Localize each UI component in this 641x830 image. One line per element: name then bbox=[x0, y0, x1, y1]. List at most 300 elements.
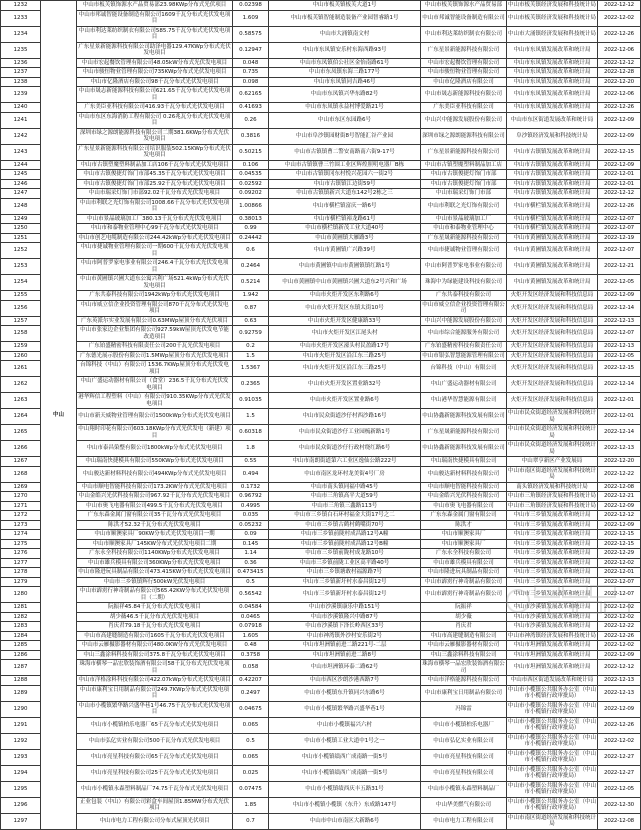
capacity-cell: 0.035 bbox=[233, 511, 269, 521]
project-name-cell: 陈洪才52.32千瓦分布式光伏发电项目 bbox=[77, 520, 233, 530]
project-address-cell: 中山市小榄镇工业大道中1号之一 bbox=[269, 733, 421, 749]
row-number-cell: 1247 bbox=[1, 189, 41, 199]
project-name-cell: 中山市利达莱纺织制衣有限公司585.75千瓦分布式光伏发电项目 bbox=[77, 26, 233, 42]
filing-date-cell: 2022-12-06 bbox=[598, 87, 641, 103]
project-name-cell: 中山市亮星科技有限公司65千瓦分布式光伏发电项目 bbox=[77, 749, 233, 765]
row-number-cell: 1237 bbox=[1, 68, 41, 78]
project-address-cell: 中山市板芙镇板芙大道1号 bbox=[269, 1, 421, 11]
project-address-cell: 中山市小榄镇绩西庆丰五路31号 bbox=[269, 781, 421, 797]
table-row bbox=[1, 58, 641, 68]
project-name-cell: 中山市古镇塑魔塑料制品加工店106千瓦分布式光伏发电项目 bbox=[77, 160, 233, 170]
table-row bbox=[1, 243, 641, 259]
project-name-cell: 中山市阿普罗家电事业有限公司246.4千瓦分布式光伏发电项目 bbox=[77, 259, 233, 275]
table-row bbox=[1, 501, 641, 511]
filing-authority-cell: 中山市横栏镇发展改革和统计局 bbox=[507, 198, 598, 214]
capacity-cell: 0.42207 bbox=[233, 676, 269, 686]
project-name-cell: 中山市威立信企业投资管理有限公司870千瓦分布式光伏发电项目 bbox=[77, 300, 233, 316]
row-number-cell: 1282 bbox=[1, 612, 41, 622]
row-number-cell: 1291 bbox=[1, 717, 41, 733]
filing-date-cell: 2022-12-15 bbox=[598, 361, 641, 377]
project-address-cell: 中山市坦洲镇前进二路221号-二层 bbox=[269, 641, 421, 651]
filing-authority-cell: 中山市坦洲镇发展改革和统计局 bbox=[507, 650, 598, 660]
project-address-cell: 中山市古镇镇新兴大道东142号2栋之三 bbox=[269, 189, 421, 199]
filing-date-cell: 2022-12-05 bbox=[598, 351, 641, 361]
capacity-cell: 0.3816 bbox=[233, 128, 269, 144]
filing-date-cell: 2022-12-12 bbox=[598, 511, 641, 521]
project-address-cell: 中山市古镇镇曹三竹围工业区辉煌照明电器厂B栋 bbox=[269, 160, 421, 170]
filing-date-cell: 2022-12-02 bbox=[598, 10, 641, 26]
table-row bbox=[1, 409, 641, 425]
row-number-cell: 1279 bbox=[1, 577, 41, 587]
project-address-cell: 中山市火炬开发区沿江东三路25号 bbox=[269, 361, 421, 377]
project-address-cell: 中山市坦洲镇前进二路8号 bbox=[269, 650, 421, 660]
row-number-cell: 1292 bbox=[1, 733, 41, 749]
filing-authority-cell: 中山市东凤镇发展改革和统计局 bbox=[507, 87, 598, 103]
row-number-cell: 1267 bbox=[1, 457, 41, 467]
project-address-cell: 中山市板芙镇智能制造装备产业园智睿路1号 bbox=[269, 10, 421, 26]
company-name-cell: 中山市亮星科技有限公司 bbox=[421, 765, 507, 781]
capacity-cell: 0.12947 bbox=[233, 42, 269, 58]
row-number-cell: 1232 bbox=[1, 1, 41, 11]
capacity-cell: 0.92759 bbox=[233, 326, 269, 342]
project-name-cell: 广东美臣亚科技有限公司416.93千瓦分布式光伏发电项目 bbox=[77, 103, 233, 113]
capacity-cell: 0.04675 bbox=[233, 701, 269, 717]
project-address-cell: 中山市南区龙环村龙美街4号厂房 bbox=[269, 466, 421, 482]
filing-date-cell: 2022-12-02 bbox=[598, 558, 641, 568]
project-address-cell: 中山市横栏镇富庆一路6号 bbox=[269, 198, 421, 214]
project-name-cell: 中山市瑞采灯饰门市部92.02千瓦分布式光伏发电项目 bbox=[77, 189, 233, 199]
capacity-cell: 0.473415 bbox=[233, 568, 269, 578]
project-name-cell: 中山市高建缝制造有限公司1605千瓦分布式光伏发电项目 bbox=[77, 631, 233, 641]
capacity-cell: 0.91035 bbox=[233, 393, 269, 409]
project-address-cell: 中山市古镇镇冈东村悦兴花园六一街2号 bbox=[269, 170, 421, 180]
table-row bbox=[1, 425, 641, 441]
row-number-cell: 1244 bbox=[1, 160, 41, 170]
table-row bbox=[1, 128, 641, 144]
project-address-cell: 中山市沙溪镇隆兴中路87号 bbox=[269, 612, 421, 622]
filing-authority-cell: 中山市民众街道经济发展和科技统计局 bbox=[508, 426, 597, 439]
table-row bbox=[1, 351, 641, 361]
project-address-cell: 中山市小榄镇绩西广成南路一街5号 bbox=[269, 765, 421, 781]
project-name-cell: 中山市板芙镇饰源水产品贸易部23.98KWp分布式光伏项目 bbox=[77, 1, 233, 11]
table-row bbox=[1, 603, 641, 613]
company-name-cell: 中山市隆进玩具制品有限公司 bbox=[421, 568, 507, 578]
filing-authority-cell: 中山市古镇镇发展改革和统计局 bbox=[507, 160, 598, 170]
project-address-cell: 中山市中山市南区大新路6号 bbox=[269, 813, 421, 829]
row-number-cell: 1275 bbox=[1, 539, 41, 549]
filing-authority-cell: 中山翠亨新区产业发展局 bbox=[507, 457, 598, 467]
filing-date-cell: 2022-12-09 bbox=[598, 520, 641, 530]
project-address-cell: 中山市三角镇高平大道59号 bbox=[269, 492, 421, 502]
filing-authority-cell: 中山市东凤镇发展改革和统计局 bbox=[507, 68, 598, 78]
capacity-cell: 0.7 bbox=[233, 813, 269, 829]
capacity-cell: 0.2464 bbox=[233, 259, 269, 275]
row-number-cell: 1246 bbox=[1, 179, 41, 189]
project-name-cell: 港华辉信工程塑料（中山）有限公司910.35KWp分布式光伏发电项目 bbox=[78, 394, 231, 407]
table-row bbox=[1, 377, 641, 393]
project-name-cell: 广东东森金属门窗有限公司35千瓦分布式光伏发电项目 bbox=[77, 511, 233, 521]
project-address-cell: 中山市南头镇同福中路45号 bbox=[269, 482, 421, 492]
capacity-cell: 0.048 bbox=[233, 58, 269, 68]
filing-date-cell: 2022-12-20 bbox=[598, 77, 641, 87]
project-address-cell: 中山市横栏镇裕龙路61号 bbox=[269, 214, 421, 224]
filing-date-cell: 2022-12-22 bbox=[598, 466, 641, 482]
capacity-cell: 0.36 bbox=[233, 558, 269, 568]
project-name-cell: 中山翔时印花有限公司603.18KWp分布式光伏发电（新建）项目 bbox=[78, 426, 231, 439]
city-cell: 中山 bbox=[41, 1, 77, 830]
filing-date-cell: 2022-12-09 bbox=[598, 291, 641, 301]
project-address-cell: 中山市小榄镇福兴六村 bbox=[269, 717, 421, 733]
filing-date-cell: 2022-12-12 bbox=[598, 1, 641, 11]
table-row bbox=[1, 457, 641, 467]
row-number-cell: 1296 bbox=[1, 797, 41, 813]
company-name-cell: 中山市古镇俊捷灯饰门市部 bbox=[421, 179, 507, 189]
company-name-cell: 陈洪才 bbox=[421, 520, 507, 530]
project-address-cell: 中山市东凤镇东海三路177号 bbox=[269, 68, 421, 78]
filing-authority-cell: 火炬开发区经济发展和科技信息局 bbox=[507, 377, 598, 393]
table-row bbox=[1, 214, 641, 224]
table-row bbox=[1, 622, 641, 632]
company-name-cell: 中山广盛运动器材有限公司 bbox=[421, 377, 507, 393]
project-name-cell: 中山市捷诚物业管理有限公司一期600千瓦分布式光伏发电项目 bbox=[77, 243, 233, 259]
row-number-cell: 1277 bbox=[1, 558, 41, 568]
table-row bbox=[1, 42, 641, 58]
filing-date-cell: 2022-12-19 bbox=[598, 233, 641, 243]
project-name-cell: 中山金皓兴光伏科技有限公司967.92千瓦分布式光伏发电项目 bbox=[77, 492, 233, 502]
row-number-cell: 1239 bbox=[1, 87, 41, 103]
row-number-cell: 1258 bbox=[1, 326, 41, 342]
capacity-cell: 0.04584 bbox=[233, 603, 269, 613]
project-address-cell: 中山市大涌镇南文村 bbox=[269, 26, 421, 42]
row-number-cell: 1242 bbox=[1, 128, 41, 144]
company-name-cell: 中山兴中能源发展股份有限公司 bbox=[421, 316, 507, 326]
filing-date-cell: 2022-12-26 bbox=[598, 198, 641, 214]
row-number-cell: 1241 bbox=[1, 112, 41, 128]
capacity-cell: 0.87 bbox=[233, 300, 269, 316]
company-name-cell: 台锦科技（中山）有限公司 bbox=[421, 361, 507, 377]
project-address-cell: 中山市古镇镇曹二警安南路南六街9-17号 bbox=[269, 144, 421, 160]
filing-authority-cell: 中山市横栏镇发展改革和统计局 bbox=[507, 214, 598, 224]
capacity-cell: 0.41693 bbox=[233, 103, 269, 113]
company-name-cell: 中山市综合能源服务有限公司 bbox=[421, 326, 507, 342]
project-address-cell: 中山市沙溪镇下泽长岭西区33号 bbox=[269, 622, 421, 632]
capacity-cell: 0.2 bbox=[233, 342, 269, 352]
table-row bbox=[1, 393, 641, 409]
table-row bbox=[1, 520, 641, 530]
capacity-cell: 0.106 bbox=[233, 160, 269, 170]
project-address-cell: 中山市三乡镇古鹤村鹤嘴街70号 bbox=[269, 520, 421, 530]
project-name-cell: 中山市雄兵模具有限公司360KWp分布式光伏发电项目 bbox=[77, 558, 233, 568]
filing-authority-cell: 中山市小榄镇公共服务办公室（中山市小榄镇行政审批局） bbox=[508, 798, 597, 811]
filing-authority-cell: 中山市横栏镇发展改革和统计局 bbox=[507, 224, 598, 234]
filing-date-cell: 2022-12-02 bbox=[598, 641, 641, 651]
filing-authority-cell: 中山市小榄镇公共服务办公室（中山市小榄镇行政审批局） bbox=[508, 686, 597, 699]
project-address-cell: 中山市三乡镇前陇工业区高平路40号 bbox=[269, 558, 421, 568]
records-table-body bbox=[1, 1, 641, 830]
company-name-cell: 中山市霹雳行神奇制品有限公司 bbox=[421, 577, 507, 587]
table-row bbox=[1, 482, 641, 492]
table-row bbox=[1, 441, 641, 457]
project-address-cell: 中山市火炬开发区东利路6号 bbox=[269, 291, 421, 301]
project-address-cell: 中山市民众街道沙仔村西沙路16号 bbox=[269, 409, 421, 425]
capacity-cell: 0.02592 bbox=[233, 179, 269, 189]
filing-date-cell: 2022-12-15 bbox=[598, 539, 641, 549]
filing-authority-cell: 南头镇经济发展和科技统计局 bbox=[507, 482, 598, 492]
row-number-cell: 1274 bbox=[1, 530, 41, 540]
project-address-cell: 中山市火炬开发区置业路32号 bbox=[269, 377, 421, 393]
filing-authority-cell: 中山市民众街道经济发展和科技统计局 bbox=[508, 442, 597, 455]
filing-authority-cell: 中山市东凤镇发展改革和统计局 bbox=[507, 103, 598, 113]
row-number-cell: 1238 bbox=[1, 77, 41, 87]
company-name-cell: 中山市景晶玻璃加工厂 bbox=[421, 214, 507, 224]
table-row bbox=[1, 170, 641, 180]
filing-authority-cell: 中山市三乡镇发展改革和统计局 bbox=[507, 520, 598, 530]
filing-date-cell: 2022-12-26 bbox=[598, 26, 641, 42]
filing-authority-cell: 中山市民众街道经济发展和科技统计局 bbox=[508, 410, 597, 423]
company-name-cell: 胡少薇 bbox=[421, 612, 507, 622]
capacity-cell: 0.63 bbox=[233, 316, 269, 326]
filing-authority-cell: 中山市古镇镇发展改革和统计局 bbox=[507, 144, 598, 160]
company-name-cell: 中山市洋格能源科技有限公司 bbox=[421, 676, 507, 686]
table-row bbox=[1, 765, 641, 781]
filing-date-cell: 2022-12-05 bbox=[598, 275, 641, 291]
capacity-cell: 0.96792 bbox=[233, 492, 269, 502]
row-number-cell: 1261 bbox=[1, 361, 41, 377]
capacity-cell: 0.56542 bbox=[233, 587, 269, 603]
capacity-cell: 0.99 bbox=[233, 224, 269, 234]
company-name-cell: 中山市顺澳家具厂 bbox=[421, 539, 507, 549]
table-row bbox=[1, 717, 641, 733]
capacity-cell: 0.098 bbox=[233, 77, 269, 87]
project-address-cell: 中山市东区东园路6号 bbox=[269, 112, 421, 128]
filing-date-cell: 2022-12-07 bbox=[598, 577, 641, 587]
table-row bbox=[1, 781, 641, 797]
table-row bbox=[1, 577, 641, 587]
filing-authority-cell: 中山市小榄镇公共服务办公室（中山市小榄镇行政审批局） bbox=[508, 734, 597, 747]
row-number-cell: 1287 bbox=[1, 660, 41, 676]
table-row bbox=[1, 189, 641, 199]
row-number-cell: 1263 bbox=[1, 393, 41, 409]
capacity-cell: 1.14 bbox=[233, 549, 269, 559]
company-name-cell: 中山市邦诚智能设备制造有限公司 bbox=[421, 10, 507, 26]
filing-authority-cell: 火炬开发区经济发展和科技信息局 bbox=[507, 316, 598, 326]
project-name-cell: 中山市张家边企业集团有限公司927.59kW屋顶光伏发电节能改造项目 bbox=[77, 326, 233, 342]
project-name-cell: 中山市康利宝日用制品有限公司249.7KWp分布式光伏发电项目 bbox=[77, 685, 233, 701]
capacity-cell: 0.065 bbox=[233, 749, 269, 765]
company-name-cell: 广东铂盛精密科技有限责任公司 bbox=[421, 342, 507, 352]
filing-date-cell: 2022-12-26 bbox=[598, 103, 641, 113]
filing-authority-cell: 中山市板芙镇经济发展和科技统计局 bbox=[508, 2, 597, 8]
table-row bbox=[1, 650, 641, 660]
project-address-cell: 中山市东凤镇兴华东路82号 bbox=[269, 87, 421, 103]
company-name-cell: 珠海中为绿能建设科技有限公司 bbox=[421, 275, 507, 291]
filing-authority-cell: 中山市小榄镇公共服务办公室（中山市小榄镇行政审批局） bbox=[508, 702, 597, 715]
capacity-cell: 0.04535 bbox=[233, 170, 269, 180]
capacity-cell: 1.605 bbox=[233, 631, 269, 641]
filing-date-cell: 2022-12-21 bbox=[598, 259, 641, 275]
row-number-cell: 1272 bbox=[1, 511, 41, 521]
row-number-cell: 1262 bbox=[1, 377, 41, 393]
capacity-cell: 0.48 bbox=[233, 641, 269, 651]
project-name-cell: 广东英派尔实业发展有限公司0.63MWp屋顶分布式光伏项目 bbox=[77, 316, 233, 326]
filing-authority-cell: 中山市沙溪镇发展改革和统计局 bbox=[507, 622, 598, 632]
row-number-cell: 1259 bbox=[1, 342, 41, 352]
table-row bbox=[1, 179, 641, 189]
row-number-cell: 1289 bbox=[1, 685, 41, 701]
filing-date-cell: 2022-12-07 bbox=[598, 214, 641, 224]
row-number-cell: 1270 bbox=[1, 492, 41, 502]
project-name-cell: 中山市弘亿实业有限公司500千瓦分布式光伏发电项目 bbox=[77, 733, 233, 749]
filing-date-cell: 2022-12-26 bbox=[598, 717, 641, 733]
filing-date-cell: 2022-12-01 bbox=[598, 170, 641, 180]
project-address-cell: 中山市三乡镇白石环村福金大街17号之二 bbox=[269, 511, 421, 521]
capacity-cell: 1.00866 bbox=[233, 198, 269, 214]
filing-date-cell: 2022-12-27 bbox=[598, 749, 641, 765]
row-number-cell: 1281 bbox=[1, 603, 41, 613]
project-name-cell: 中山市顺澳家具厂90KW分布式光伏发电项目一期 bbox=[77, 530, 233, 540]
project-address-cell: 中山市黄圃镇中山市黄圃镇兴圃大道东2号兴和广场 bbox=[269, 275, 421, 291]
project-address-cell: 中山市火炬开发区东镇太街10号 bbox=[269, 300, 421, 316]
project-name-cell: 中山三鑫涂料科技有限公司375.8千瓦分布式光伏发电项目 bbox=[77, 650, 233, 660]
row-number-cell: 1293 bbox=[1, 749, 41, 765]
capacity-cell: 0.065 bbox=[233, 717, 269, 733]
project-name-cell: 中山市宏起餐饮管理有限公司48.05kW分布式光伏发电项目 bbox=[77, 58, 233, 68]
table-row bbox=[1, 300, 641, 316]
table-row bbox=[1, 342, 641, 352]
company-name-cell: 中山市高建缝制造有限公司 bbox=[421, 631, 507, 641]
filing-authority-cell: 中山市三乡镇发展改革和统计局 bbox=[507, 530, 598, 540]
row-number-cell: 1255 bbox=[1, 291, 41, 301]
company-name-cell: 中山市电力工程有限公司 bbox=[421, 813, 507, 829]
project-address-cell: 中山市沙溪镇康乐中路151号 bbox=[269, 603, 421, 613]
company-name-cell: 中山市弘亿实业有限公司 bbox=[421, 733, 507, 749]
company-name-cell: 深圳市绿之源朗能源科技有限公司 bbox=[421, 128, 507, 144]
table-row bbox=[1, 492, 641, 502]
project-address-cell: 中山市西区沙朗沙港西路7号 bbox=[269, 676, 421, 686]
project-address-cell: 中山市小榄镇绩西广成南路一街5号 bbox=[269, 749, 421, 765]
filing-date-cell: 2022-12-22 bbox=[598, 622, 641, 632]
row-number-cell: 1286 bbox=[1, 650, 41, 660]
row-number-cell: 1245 bbox=[1, 170, 41, 180]
capacity-cell: 0.07475 bbox=[233, 781, 269, 797]
filing-date-cell: 2022-12-09 bbox=[598, 650, 641, 660]
row-number-cell: 1236 bbox=[1, 58, 41, 68]
project-name-cell: 中山市利联之光灯饰有限公司1008.66千瓦分布式光伏发电项目 bbox=[77, 198, 233, 214]
row-number-cell: 1234 bbox=[1, 26, 41, 42]
capacity-cell: 1.5367 bbox=[233, 361, 269, 377]
capacity-cell: 0.09202 bbox=[233, 189, 269, 199]
filing-date-cell: 2022-12-28 bbox=[598, 68, 641, 78]
capacity-cell: 0.735 bbox=[233, 68, 269, 78]
filing-authority-cell: 火炬开发区经济发展和科技信息局 bbox=[507, 351, 598, 361]
project-name-cell: 中山市顺电智能科技有限公司173.2KW分布式光伏发电项目 bbox=[77, 482, 233, 492]
filing-authority-cell: 中山市三乡镇发展改革和统计局 bbox=[507, 511, 598, 521]
filing-authority-cell: 火炬开发区经济发展和科技信息局 bbox=[507, 326, 598, 342]
company-name-cell: 中山市古镇塑魔塑料制品加工店 bbox=[421, 160, 507, 170]
company-name-cell: 广东美臣亚科技有限公司 bbox=[421, 103, 507, 113]
capacity-cell: 0.2365 bbox=[233, 377, 269, 393]
filing-date-cell: 2022-12-08 bbox=[598, 813, 641, 829]
project-name-cell: 广东德光展示股份有限公司1.5MWp屋顶分布式光伏发电项目 bbox=[77, 351, 233, 361]
filing-date-cell: 2022-12-14 bbox=[598, 377, 641, 393]
table-row bbox=[1, 87, 641, 103]
row-number-cell: 1283 bbox=[1, 622, 41, 632]
row-number-cell: 1280 bbox=[1, 587, 41, 603]
project-name-cell: 中山市邦诚智能设备制造有限公司1609千瓦分布式光伏发电项目 bbox=[77, 10, 233, 26]
company-name-cell: 广东永全科技有限公司 bbox=[421, 549, 507, 559]
project-name-cell: 胡少薇46.5千瓦分布式光伏发电项目 bbox=[77, 612, 233, 622]
table-row bbox=[1, 749, 641, 765]
company-name-cell: 珠海市横琴一品宏欣装饰酒有限公司 bbox=[422, 661, 505, 674]
project-name-cell: 中山市小榄镇柏乐电器厂65千瓦分布式光伏发电项目 bbox=[77, 717, 233, 733]
project-name-cell: 中山市顺澳家具厂145KW分布式光伏发电项目二期 bbox=[77, 539, 233, 549]
table-row bbox=[1, 26, 641, 42]
project-name-cell: 台锦科技（中山）有限公司 1536.7KWp屋顶分布式光伏发电项目 bbox=[77, 361, 233, 377]
table-row bbox=[1, 103, 641, 113]
company-name-cell: 中山市亿隆酒店有限公司 bbox=[421, 77, 507, 87]
filing-authority-cell: 中山市黄圃镇发展改革和统计局 bbox=[507, 259, 598, 275]
capacity-cell: 0.05232 bbox=[233, 520, 269, 530]
company-name-cell: 中山市小榄镇永森塑料制品厂 bbox=[421, 781, 507, 797]
row-number-cell: 1285 bbox=[1, 641, 41, 651]
row-number-cell: 1268 bbox=[1, 466, 41, 482]
company-name-cell: 中山市银弘智慧能源管理有限公司 bbox=[422, 352, 505, 359]
company-name-cell: 中山市康利宝日用制品有限公司 bbox=[421, 685, 507, 701]
project-address-cell: 中山市东凤镇安乐村东海西路93号 bbox=[269, 42, 421, 58]
filing-authority-cell: 阜沙镇经济发展和科技统计局 bbox=[507, 128, 598, 144]
project-name-cell: 中山市创艺电缆制造有限公司244.42kWp分布式光伏发电项目 bbox=[78, 234, 231, 241]
capacity-cell: 0.025 bbox=[233, 765, 269, 781]
filing-date-cell: 2022-12-13 bbox=[598, 685, 641, 701]
filing-authority-cell: 火炬开发区经济发展和科技信息局 bbox=[507, 300, 598, 316]
table-row bbox=[1, 685, 641, 701]
company-name-cell: 中山市瑞采灯饰门市部 bbox=[421, 189, 507, 199]
filing-date-cell: 2022-12-08 bbox=[598, 482, 641, 492]
table-row bbox=[1, 112, 641, 128]
filing-authority-cell: 中山市古镇镇发展改革和统计局 bbox=[507, 170, 598, 180]
filing-date-cell: 2022-12-01 bbox=[598, 393, 641, 409]
company-name-cell: 中山金皓兴光伏科技有限公司 bbox=[421, 492, 507, 502]
filing-date-cell: 2022-12-07 bbox=[598, 326, 641, 342]
company-name-cell: 中山市霹雳行神奇制品有限公司 bbox=[421, 587, 507, 603]
company-name-cell: 中山港华智慧能源有限公司 bbox=[421, 393, 507, 409]
filing-date-cell: 2022-12-12 bbox=[598, 58, 641, 68]
project-name-cell: 中山市古镇俊捷灯饰门市部25.92千瓦分布式光伏发电项目 bbox=[77, 179, 233, 189]
project-address-cell: 中山市小榄镇小榄镇（东升）东成路147号 bbox=[269, 797, 421, 813]
company-name-cell: 中山市晟志新能源科技有限公司 bbox=[421, 87, 507, 103]
project-address-cell: 中山市东凤镇永益村博爱路21号 bbox=[269, 103, 421, 113]
filing-date-cell: 2022-12-12 bbox=[598, 660, 641, 676]
capacity-cell: 1.609 bbox=[233, 10, 269, 26]
company-name-cell: 广东星晟新能源科技有限公司 bbox=[421, 425, 507, 441]
company-name-cell: 中山市宏起餐饮管理有限公司 bbox=[421, 58, 507, 68]
capacity-cell: 0.09 bbox=[233, 530, 269, 540]
capacity-cell: 0.2497 bbox=[233, 685, 269, 701]
project-address-cell: 中山市民众街道沙仔行政村绕红路6号 bbox=[269, 441, 421, 457]
filing-date-cell: 2022-12-01 bbox=[598, 568, 641, 578]
row-number-cell: 1295 bbox=[1, 781, 41, 797]
company-name-cell: 中山三鑫涂料科技有限公司 bbox=[421, 650, 507, 660]
filing-authority-cell: 中山市神湾镇经济发展和科技统计局 bbox=[508, 632, 597, 639]
project-address-cell: 中山市黄圃镇中山市黄圃镇镇红路1号 bbox=[269, 259, 421, 275]
project-name-cell: 中山市骏恒物业管理有限公司735KWp分布式光伏发电项目 bbox=[77, 68, 233, 78]
table-row bbox=[1, 466, 641, 482]
filing-date-cell: 2022-12-26 bbox=[598, 631, 641, 641]
project-name-cell: 中山市和泰物业管理中心99千瓦分布式光伏发电项目 bbox=[77, 224, 233, 234]
filing-authority-cell: 中山市大涌镇经济发展和科技统计局 bbox=[507, 26, 598, 42]
filing-authority-cell: 中山市三乡镇发展改革和统计局 bbox=[507, 558, 598, 568]
filing-authority-cell: 中山市东凤镇发展改革和统计局 bbox=[507, 58, 598, 68]
